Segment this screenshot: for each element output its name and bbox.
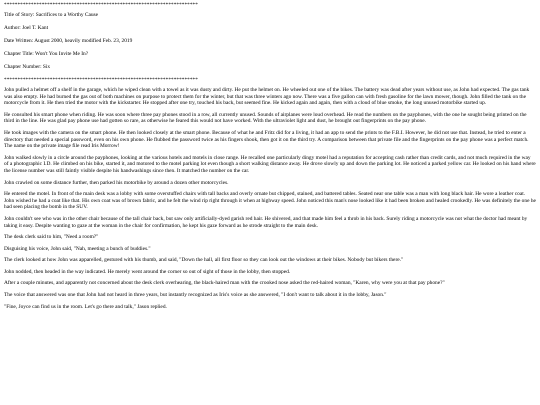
story-paragraph: The desk clerk said to him, "Need a room?" (4, 234, 99, 241)
separator-top: ************************************************************************ (4, 2, 198, 8)
story-paragraph: John crawled on some distance further, then parked his motorbike by around a dozen other motorcycles. (4, 179, 229, 186)
chapter-number: Chapter Number: Six (4, 64, 51, 70)
chapter-title: Chapter Title: Won't You Invite Me In? (4, 51, 89, 57)
story-paragraph: After a couple minutes, and apparently not concerned about the desk clerk overhearing, the black-haired man with the crooked nose asked the red-haired woman, "Karen, why were you at that pay phone?" (4, 280, 445, 287)
separator-bottom: ************************************************************************ (4, 77, 198, 83)
story-paragraph: Disguising his voice, John said, "Nah, meeting a bunch of buddies." (4, 245, 151, 252)
story-paragraph: He took images with the camera on the smart phone. He then looked closely at the smart phone. Because of what he and Fritz did for a living, it had an app to send the prints to the F.B.I. However, he did not use that. Instead, he tried to enter a directory that needed a special password, even on his own phone. He flubbed the password twice as his fingers shook, then got it on the third try. A comparison between that private file and the fingerprints on the pay phone was a perfect match. The name on the private image file read Iris Morrow! (4, 129, 529, 150)
story-paragraph: John nodded, then headed in the way indicated. He merely went around the corner so out of sight of those in the lobby, then stopped. (4, 268, 291, 275)
story-author: Author: Joel T. Kant (4, 25, 49, 31)
story-paragraph: He entered the motel. In front of the main desk was a lobby with some overstuffed chairs with tall backs and overly ornate but chipped, stained, and battered tables. Seated near one table was a man with long black hair. He wore a leather coat. John wished he had a coat like that. His own coat was of brown fabric, and he felt the wind rip right through it when at highway speed. John noticed this man's nose looked like it had been broken and healed crookedly. He was definitely the one he had seen placing the bomb in the SUV. (4, 191, 536, 211)
story-paragraph: John walked slowly in a circle around the payphones, looking at the various hotels and motels in close range. He recalled one particularly dingy motel had a reputation for accepting cash rather than credit cards, and not much required in the way of a photographic I.D. He climbed on his bike, started it, and motored to the motel parking lot even though a short walking distance away. He drove slowly up and down the parking lot. He noticed a parked yellow car. He looked on his hand where the license number was still faintly visible despite his handwashings since then. It matched the number on the car. (4, 154, 536, 174)
story-paragraph: John couldn't see who was in the other chair because of the tall chair back, but saw only artificially-dyed garish red hair. He shivered, and that made him feel a throb in his back. Surely riding a motorcycle was not what the doctor had meant by taking it easy. Despite wanting to gaze at the woman in the chair for confirmation, he kept his gaze forward as he strode straight to the main desk. (4, 215, 528, 229)
story-title: Title of Story: Sacrifices to a Worthy Cause (4, 12, 99, 18)
story-paragraph: "Fine, Joyce can find us in the room. Let's go there and talk," Jason replied. (4, 303, 167, 310)
story-paragraph: John pulled a helmet off a shelf in the garage, which he wiped clean with a towel as it was dusty and dirty. He put the helmet on. He wheeled out one of the bikes. The battery was dead after years without use, as John had expected. The gas tank was also empty. He had burned the gas out of both machines on purpose to protect them for the winter, but that was three winters ago now. There was a five gallon can with fresh gasoline for the lawn mower, though. John filled the tank on the motorcycle from it. He then tried the motor with the kickstarter. He stopped after one try, touched his back, but seemed fine. He kicked again and again, then with a cloud of blue smoke, the long unused motorbike started up. (4, 87, 530, 107)
date-written: Date Written: August 2000, heavily modified Feb. 23, 2019 (4, 38, 133, 44)
story-paragraph: The clerk looked at how John was apparelled, gestured with his thumb, and said, "Down the hall, all first floor so they can look out the windows at their bikes. Nobody but bikers there." (4, 257, 404, 264)
story-paragraph: He consulted his smart phone when riding. He was soon where three pay phones stood in a row, all currently unused. Sounds of airplanes were loud overhead. He read the numbers on the payphones, with the one he sought being printed on the third in the line. He was glad pay phone use had gotten so rare, as otherwise he feared this would not have worked. With the ultraviolet light and dust, he brought out fingerprints on the pay phone. (4, 111, 527, 125)
story-paragraph: The voice that answered was one that John had not heard in three years, but instantly recognized as Iris's voice as she answered, "I don't want to talk about it in the lobby, Jason." (4, 292, 387, 299)
